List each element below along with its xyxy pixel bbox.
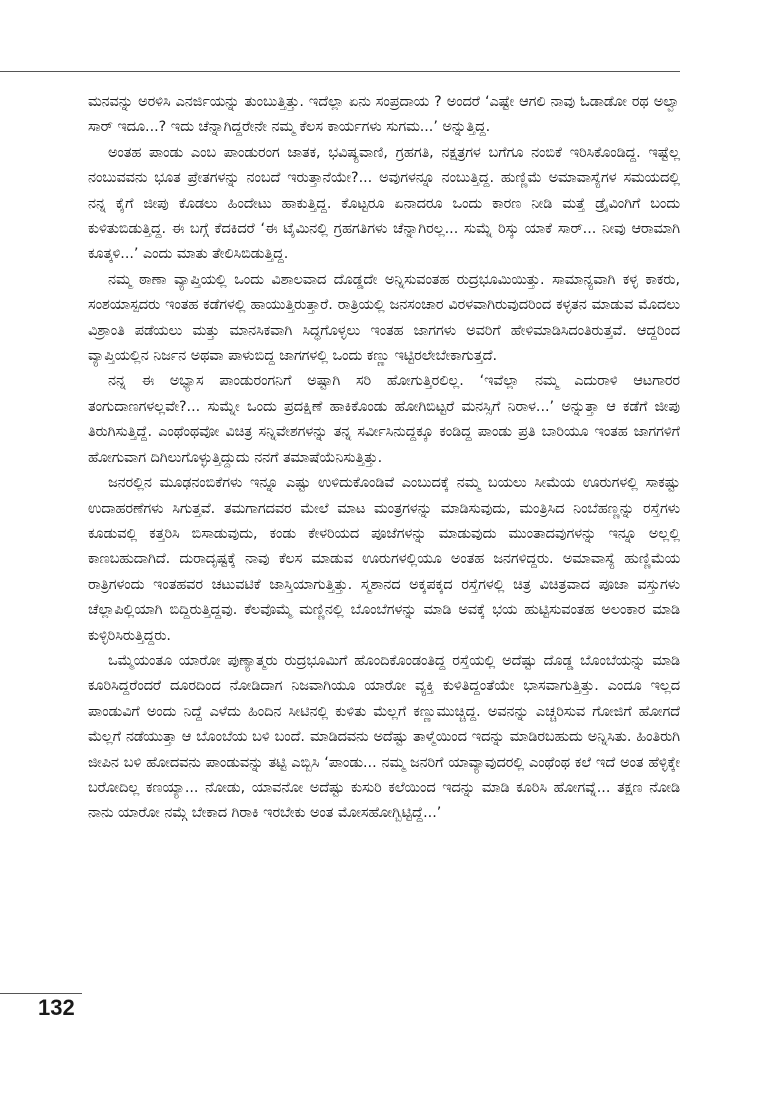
paragraph: ಒಮ್ಮೆಯಂತೂ ಯಾರೋ ಪುಣ್ಯಾತ್ಮರು ರುದ್ರಭೂಮಿಗೆ ಹೊಂದಿಕೊಂಡಂತಿದ್ದ ರಸ್ತೆಯಲ್ಲಿ ಅದೆಷ್ಟು ದೊಡ್ಡ ಬೊಂಬೆಯನ್ನು ಮಾಡಿ ಕೂರಿಸಿದ್ದರೆಂದರೆ ದೂರದಿಂದ ನೋಡಿದಾಗ ನಿಜವಾಗಿಯೂ ಯಾರೋ ವ್ಯಕ್ತಿ ಕುಳಿತಿದ್ದಂತೆಯೇ ಭಾಸವಾಗುತ್ತಿತ್ತು. ಎಂದೂ ಇಲ್ಲದ ಪಾಂಡುವಿಗೆ ಅಂದು ನಿದ್ದೆ ಎಳೆದು ಹಿಂದಿನ ಸೀಟಿನಲ್ಲಿ ಕುಳಿತು ಮೆಲ್ಲಗೆ ಕಣ್ಣುಮುಚ್ಚಿದ್ದ. ಅವನನ್ನು ಎಚ್ಚರಿಸುವ ಗೋಜಿಗೆ ಹೋಗದೆ ಮೆಲ್ಲಗೆ ನಡೆಯುತ್ತಾ ಆ ಬೊಂಬೆಯ ಬಳಿ ಬಂದೆ. ಮಾಡಿದವನು ಅದೆಷ್ಟು ತಾಳ್ಮೆಯಿಂದ ಇದನ್ನು ಮಾಡಿರಬಹುದು ಅನ್ನಿಸಿತು. ಹಿಂತಿರುಗಿ ಜೀಪಿನ ಬಳಿ ಹೋದವನು ಪಾಂಡುವನ್ನು ತಟ್ಟಿ ಎಬ್ಬಿಸಿ ‘ಪಾಂಡು... ನಮ್ಮ ಜನರಿಗೆ ಯಾವ್ಯಾವುದರಲ್ಲಿ ಎಂಥೆಂಥ ಕಲೆ ಇದೆ ಅಂತ ಹೆಳ್ಳಿಕ್ಕೇ ಬರೋದಿಲ್ಲ ಕಣಯ್ಯಾ... ನೋಡು, ಯಾವನೋ ಅದೆಷ್ಟು ಕುಸುರಿ ಕಲೆಯಿಂದ ಇದನ್ನು ಮಾಡಿ ಕೂರಿಸಿ ಹೋಗವ್ನೆ... ತಕ್ಷಣ ನೋಡಿ ನಾನು ಯಾರೋ ನಮ್ಗೆ ಬೇಕಾದ ಗಿರಾಕಿ ಇರಬೇಕು ಅಂತ ಮೋಸಹೋಗ್ಬಿಟ್ಟಿದ್ದೆ...’ <box>88 652 680 822</box>
page-number: 132 <box>38 995 75 1020</box>
paragraph: ಜನರಲ್ಲಿನ ಮೂಢನಂಬಿಕೆಗಳು ಇನ್ನೂ ಎಷ್ಟು ಉಳಿದುಕೊಂಡಿವೆ ಎಂಬುದಕ್ಕೆ ನಮ್ಮ ಬಯಲು ಸೀಮೆಯ ಊರುಗಳಲ್ಲಿ ಸಾಕಷ್ಟು ಉದಾಹರಣೆಗಳು ಸಿಗುತ್ತವೆ. ತಮಗಾಗದವರ ಮೇಲೆ ಮಾಟ ಮಂತ್ರಗಳನ್ನು ಮಾಡಿಸುವುದು, ಮಂತ್ರಿಸಿದ ನಿಂಬೆಹಣ್ಣನ್ನು ರಸ್ತೆಗಳು ಕೂಡುವಲ್ಲಿ ಕತ್ತರಿಸಿ ಬಿಸಾಡುವುದು, ಕಂಡು ಕೇಳರಿಯದ ಪೂಜೆಗಳನ್ನು ಮಾಡುವುದು ಮುಂತಾದವುಗಳನ್ನು ಇನ್ನೂ ಅಲ್ಲಲ್ಲಿ ಕಾಣಬಹುದಾಗಿದೆ. ದುರಾದೃಷ್ಟಕ್ಕೆ ನಾವು ಕೆಲಸ ಮಾಡುವ ಊರುಗಳಲ್ಲಿಯೂ ಅಂತಹ ಜನಗಳಿದ್ದರು. ಅಮಾವಾಸ್ಯೆ ಹುಣ್ಣಿಮೆಯ ರಾತ್ರಿಗಳಂದು ಇಂತಹವರ ಚಟುವಟಿಕೆ ಜಾಸ್ತಿಯಾಗುತ್ತಿತ್ತು. ಸ್ಮಶಾನದ ಅಕ್ಕಪಕ್ಕದ ರಸ್ತೆಗಳಲ್ಲಿ ಚಿತ್ರ ವಿಚಿತ್ರವಾದ ಪೂಜಾ ವಸ್ತುಗಳು ಚೆಲ್ಲಾಪಿಲ್ಲಿಯಾಗಿ ಬಿದ್ದಿರುತ್ತಿದ್ದವು. ಕೆಲವೊಮ್ಮೆ ಮಣ್ಣಿನಲ್ಲಿ ಬೊಂಬೆಗಳನ್ನು ಮಾಡಿ ಅವಕ್ಕೆ ಭಯ ಹುಟ್ಟಿಸುವಂತಹ ಅಲಂಕಾರ ಮಾಡಿ ಕುಳ್ಳಿರಿಸಿರುತ್ತಿದ್ದರು. <box>88 475 680 644</box>
top-rule <box>0 71 680 72</box>
paragraph: ಅಂತಹ ಪಾಂಡು ಎಂಬ ಪಾಂಡುರಂಗ ಜಾತಕ, ಭವಿಷ್ಯವಾಣಿ, ಗ್ರಹಗತಿ, ನಕ್ಷತ್ರಗಳ ಬಗೆಗೂ ನಂಬಿಕೆ ಇರಿಸಿಕೊಂಡಿದ್ದ. ಇಷ್ಟೆಲ್ಲ ನಂಬುವವನು ಭೂತ ಪ್ರೇತಗಳನ್ನು ನಂಬದೆ ಇರುತ್ತಾನೆಯೇ?... ಅವುಗಳನ್ನೂ ನಂಬುತ್ತಿದ್ದ. ಹುಣ್ಣಿಮೆ ಅಮಾವಾಸ್ಯೆಗಳ ಸಮಯದಲ್ಲಿ ನನ್ನ ಕೈಗೆ ಜೀಪು ಕೊಡಲು ಹಿಂದೇಟು ಹಾಕುತ್ತಿದ್ದ. ಕೊಟ್ಟರೂ ಏನಾದರೂ ಒಂದು ಕಾರಣ ನೀಡಿ ಮತ್ತೆ ಡ್ರೈವಿಂಗಿಗೆ ಬಂದು ಕುಳಿತುಬಿಡುತ್ತಿದ್ದ. ಈ ಬಗ್ಗೆ ಕೆದಕಿದರೆ ‘ಈ ಟೈಮಿನಲ್ಲಿ ಗ್ರಹಗತಿಗಳು ಚೆನ್ನಾಗಿರಲ್ಲ... ಸುಮ್ನೆ ರಿಸ್ಕು ಯಾಕೆ ಸಾರ್... ನೀವು ಆರಾಮಾಗಿ ಕೂತ್ಕಳಿ...’ ಎಂದು ಮಾತು ತೇಲಿಸಿಬಿಡುತ್ತಿದ್ದ. <box>88 144 680 263</box>
footer-rule <box>0 993 82 994</box>
paragraph: ನನ್ನ ಈ ಅಭ್ಯಾಸ ಪಾಂಡುರಂಗನಿಗೆ ಅಷ್ಟಾಗಿ ಸರಿ ಹೋಗುತ್ತಿರಲಿಲ್ಲ. ‘ಇವೆಲ್ಲಾ ನಮ್ಮ ಎದುರಾಳಿ ಆಟಗಾರರ ತಂಗುದಾಣಗಳಲ್ಲವೇ?... ಸುಮ್ನೇ ಒಂದು ಪ್ರದಕ್ಷಿಣೆ ಹಾಕಿಕೊಂಡು ಹೋಗಿಬಿಟ್ಟರೆ ಮನಸ್ಸಿಗೆ ನಿರಾಳ...’ ಅನ್ನುತ್ತಾ ಆ ಕಡೆಗೆ ಜೀಪು ತಿರುಗಿಸುತ್ತಿದ್ದೆ. ಎಂಥೆಂಥವೋ ವಿಚಿತ್ರ ಸನ್ನಿವೇಶಗಳನ್ನು ತನ್ನ ಸರ್ವೀಸಿನುದ್ದಕ್ಕೂ ಕಂಡಿದ್ದ ಪಾಂಡು ಪ್ರತಿ ಬಾರಿಯೂ ಇಂತಹ ಜಾಗಗಳಿಗೆ ಹೋಗುವಾಗ ದಿಗಿಲುಗೊಳ್ಳುತ್ತಿದ್ದುದು ನನಗೆ ತಮಾಷೆಯೆನಿಸುತ್ತಿತ್ತು. <box>88 373 680 466</box>
paragraph: ನಮ್ಮ ಠಾಣಾ ವ್ಯಾಪ್ತಿಯಲ್ಲಿ ಒಂದು ವಿಶಾಲವಾದ ದೊಡ್ಡದೇ ಅನ್ನಿಸುವಂತಹ ರುದ್ರಭೂಮಿಯಿತ್ತು. ಸಾಮಾನ್ಯವಾಗಿ ಕಳ್ಳ ಕಾಕರು, ಸಂಶಯಾಸ್ಪದರು ಇಂತಹ ಕಡೆಗಳಲ್ಲಿ ಹಾಯುತ್ತಿರುತ್ತಾರೆ. ರಾತ್ರಿಯಲ್ಲಿ ಜನಸಂಚಾರ ವಿರಳವಾಗಿರುವುದರಿಂದ ಕಳ್ಳತನ ಮಾಡುವ ಮೊದಲು ವಿಶ್ರಾಂತಿ ಪಡೆಯಲು ಮತ್ತು ಮಾನಸಿಕವಾಗಿ ಸಿದ್ಧಗೊಳ್ಳಲು ಇಂತಹ ಜಾಗಗಳು ಅವರಿಗೆ ಹೇಳಿಮಾಡಿಸಿದಂತಿರುತ್ತವೆ. ಆದ್ದರಿಂದ ವ್ಯಾಪ್ತಿಯಲ್ಲಿನ ನಿರ್ಜನ ಅಥವಾ ಪಾಳುಬಿದ್ದ ಜಾಗಗಳಲ್ಲಿ ಒಂದು ಕಣ್ಣು ಇಟ್ಟಿರಲೇಬೇಕಾಗುತ್ತದೆ. <box>88 271 680 365</box>
body-text <box>88 90 680 827</box>
paragraph: ಮನವನ್ನು ಅರಳಿಸಿ ಎನರ್ಜಿಯನ್ನು ತುಂಬುತ್ತಿತ್ತು. ಇದೆಲ್ಲಾ ಏನು ಸಂಪ್ರದಾಯ ? ಅಂದರೆ ‘ಎಷ್ಟೇ ಆಗಲಿ ನಾವು ಓಡಾಡೋ ರಥ ಅಲ್ವಾ ಸಾರ್ ಇದೂ...? ಇದು ಚೆನ್ನಾಗಿದ್ದರೇನೇ ನಮ್ಮ ಕೆಲಸ ಕಾರ್ಯಗಳು ಸುಗಮ...’ ಅನ್ನುತ್ತಿದ್ದ. <box>88 94 680 136</box>
